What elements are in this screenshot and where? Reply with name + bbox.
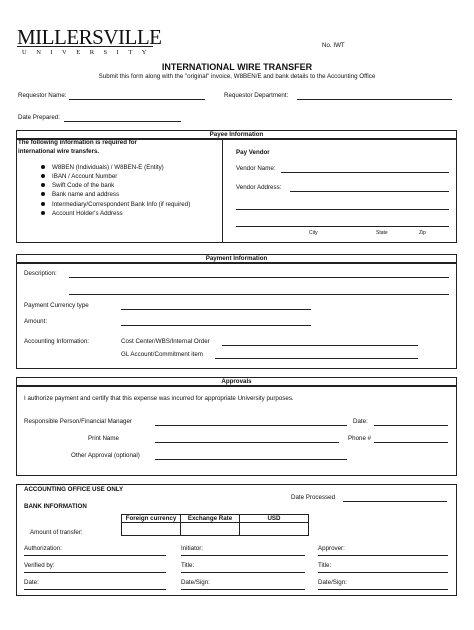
list-item xyxy=(41,191,119,199)
table-header-usd: USD xyxy=(239,514,309,523)
approver-date-sign-label: Date/Sign: xyxy=(318,579,347,586)
authorization-field[interactable] xyxy=(24,555,166,556)
payee-required-line1: The following information is required for xyxy=(18,139,137,146)
vendor-address-field[interactable] xyxy=(290,191,449,192)
form-number: No. IWT xyxy=(322,42,345,49)
approver-title-field[interactable] xyxy=(318,572,448,573)
page-subtitle: Submit this form along with the "original" invoice, W8BEN/E and bank details to the Accounting Office xyxy=(98,73,376,80)
vendor-city-state-zip-field[interactable] xyxy=(236,226,449,227)
list-item-text: Swift Code of the bank xyxy=(52,182,115,189)
requestor-name-label: Requestor Name: xyxy=(18,92,67,99)
phone-field[interactable] xyxy=(374,442,448,443)
approver-date-sign-field[interactable] xyxy=(318,589,448,590)
bullet-icon xyxy=(41,174,45,178)
description-field-line2[interactable] xyxy=(69,294,449,295)
initiator-date-sign-label: Date/Sign: xyxy=(181,579,210,586)
page-title: INTERNATIONAL WIRE TRANSFER xyxy=(161,62,313,72)
approval-date-label: Date: xyxy=(353,418,368,425)
requestor-department-field[interactable] xyxy=(297,99,452,100)
cost-center-label: Cost Center/WBS/Internal Order xyxy=(121,338,210,345)
payment-section-header: Payment Information xyxy=(16,254,457,263)
initiator-title-label: Title: xyxy=(181,562,195,569)
list-item xyxy=(41,210,123,218)
verified-by-label: Verified by: xyxy=(24,562,55,569)
accounting-office-heading: ACCOUNTING OFFICE USE ONLY xyxy=(24,486,124,493)
payee-divider xyxy=(222,139,223,243)
amount-label: Amount: xyxy=(24,318,48,325)
verified-date-label: Date: xyxy=(24,579,39,586)
vendor-address-label: Vendor Address: xyxy=(236,184,282,191)
list-item xyxy=(41,173,117,181)
vendor-name-field[interactable] xyxy=(281,172,449,173)
print-name-field[interactable] xyxy=(155,442,339,443)
foreign-currency-cell[interactable] xyxy=(121,522,181,536)
cost-center-field[interactable] xyxy=(222,345,418,346)
amount-of-transfer-label: Amount of transfer: xyxy=(30,529,83,536)
logo-rule xyxy=(17,46,153,47)
approvals-section-header: Approvals xyxy=(16,377,457,386)
vendor-address-line2[interactable] xyxy=(236,209,449,210)
payee-section-header: Payee Information xyxy=(16,130,457,139)
date-processed-field[interactable] xyxy=(343,501,447,502)
description-field[interactable] xyxy=(69,277,449,278)
payee-required-line2: international wire transfers. xyxy=(18,148,100,155)
date-processed-label: Date Processed xyxy=(291,494,336,501)
print-name-label: Print Name xyxy=(88,435,119,442)
list-item xyxy=(41,182,114,190)
pay-vendor-heading: Pay Vendor xyxy=(236,149,270,156)
verified-by-field[interactable] xyxy=(24,572,166,573)
university-logo: MILLERSVILLE xyxy=(17,25,162,49)
requestor-name-field[interactable] xyxy=(69,99,205,100)
list-item-text: Account Holder's Address xyxy=(52,210,123,217)
exchange-rate-cell[interactable] xyxy=(180,522,240,536)
zip-label: Zip xyxy=(419,230,426,236)
payment-section xyxy=(16,263,457,369)
initiator-field[interactable] xyxy=(181,555,305,556)
gl-account-field[interactable] xyxy=(215,358,418,359)
bullet-icon xyxy=(41,165,45,169)
university-logo-subtitle: UNIVERSITY xyxy=(22,49,156,56)
approver-label: Approver: xyxy=(318,545,345,552)
bullet-icon xyxy=(41,183,45,187)
authorization-statement: I authorize payment and certify that this expense was incurred for appropriate University purposes. xyxy=(24,395,294,402)
gl-account-label: GL Account/Commitment item xyxy=(121,351,203,358)
list-item-text: Bank name and address xyxy=(52,191,120,198)
responsible-person-label: Responsible Person/Financial Manager xyxy=(24,418,132,425)
date-prepared-field[interactable] xyxy=(64,121,181,122)
initiator-title-field[interactable] xyxy=(181,572,305,573)
list-item-text: IBAN / Account Number xyxy=(52,173,118,180)
list-item-text: W8BEN (Individuals) / W8BEN-E (Entity) xyxy=(52,164,164,171)
state-label: State xyxy=(376,230,388,236)
bullet-icon xyxy=(41,202,45,206)
table-header-foreign-currency: Foreign currency xyxy=(121,514,181,523)
usd-cell[interactable] xyxy=(239,522,309,536)
amount-field[interactable] xyxy=(121,325,311,326)
bank-information-label: BANK INFORMATION xyxy=(24,503,87,510)
city-label: City xyxy=(309,230,318,236)
bullet-icon xyxy=(41,211,45,215)
other-approval-field[interactable] xyxy=(155,459,347,460)
bullet-icon xyxy=(41,192,45,196)
payment-currency-type-field[interactable] xyxy=(121,309,311,310)
vendor-name-label: Vendor Name: xyxy=(236,165,276,172)
verified-date-field[interactable] xyxy=(24,589,166,590)
other-approval-label: Other Approval (optional) xyxy=(71,452,140,459)
initiator-label: Initiator: xyxy=(181,545,204,552)
authorization-label: Authorization: xyxy=(24,545,62,552)
responsible-person-field[interactable] xyxy=(155,425,347,426)
date-prepared-label: Date Prepared: xyxy=(18,114,60,121)
approval-date-field[interactable] xyxy=(374,425,448,426)
approver-field[interactable] xyxy=(318,555,448,556)
list-item-text: Intermediary/Correspondent Bank Info (if required) xyxy=(52,201,191,208)
initiator-date-sign-field[interactable] xyxy=(181,589,305,590)
accounting-information-label: Accounting Information: xyxy=(24,338,90,345)
description-label: Description: xyxy=(24,270,57,277)
list-item xyxy=(41,164,164,172)
phone-label: Phone # xyxy=(348,435,372,442)
table-header-exchange-rate: Exchange Rate xyxy=(180,514,240,523)
requestor-department-label: Requestor Department: xyxy=(224,92,289,99)
approver-title-label: Title: xyxy=(318,562,332,569)
payment-currency-type-label: Payment Currency type xyxy=(24,302,89,309)
list-item xyxy=(41,201,190,209)
